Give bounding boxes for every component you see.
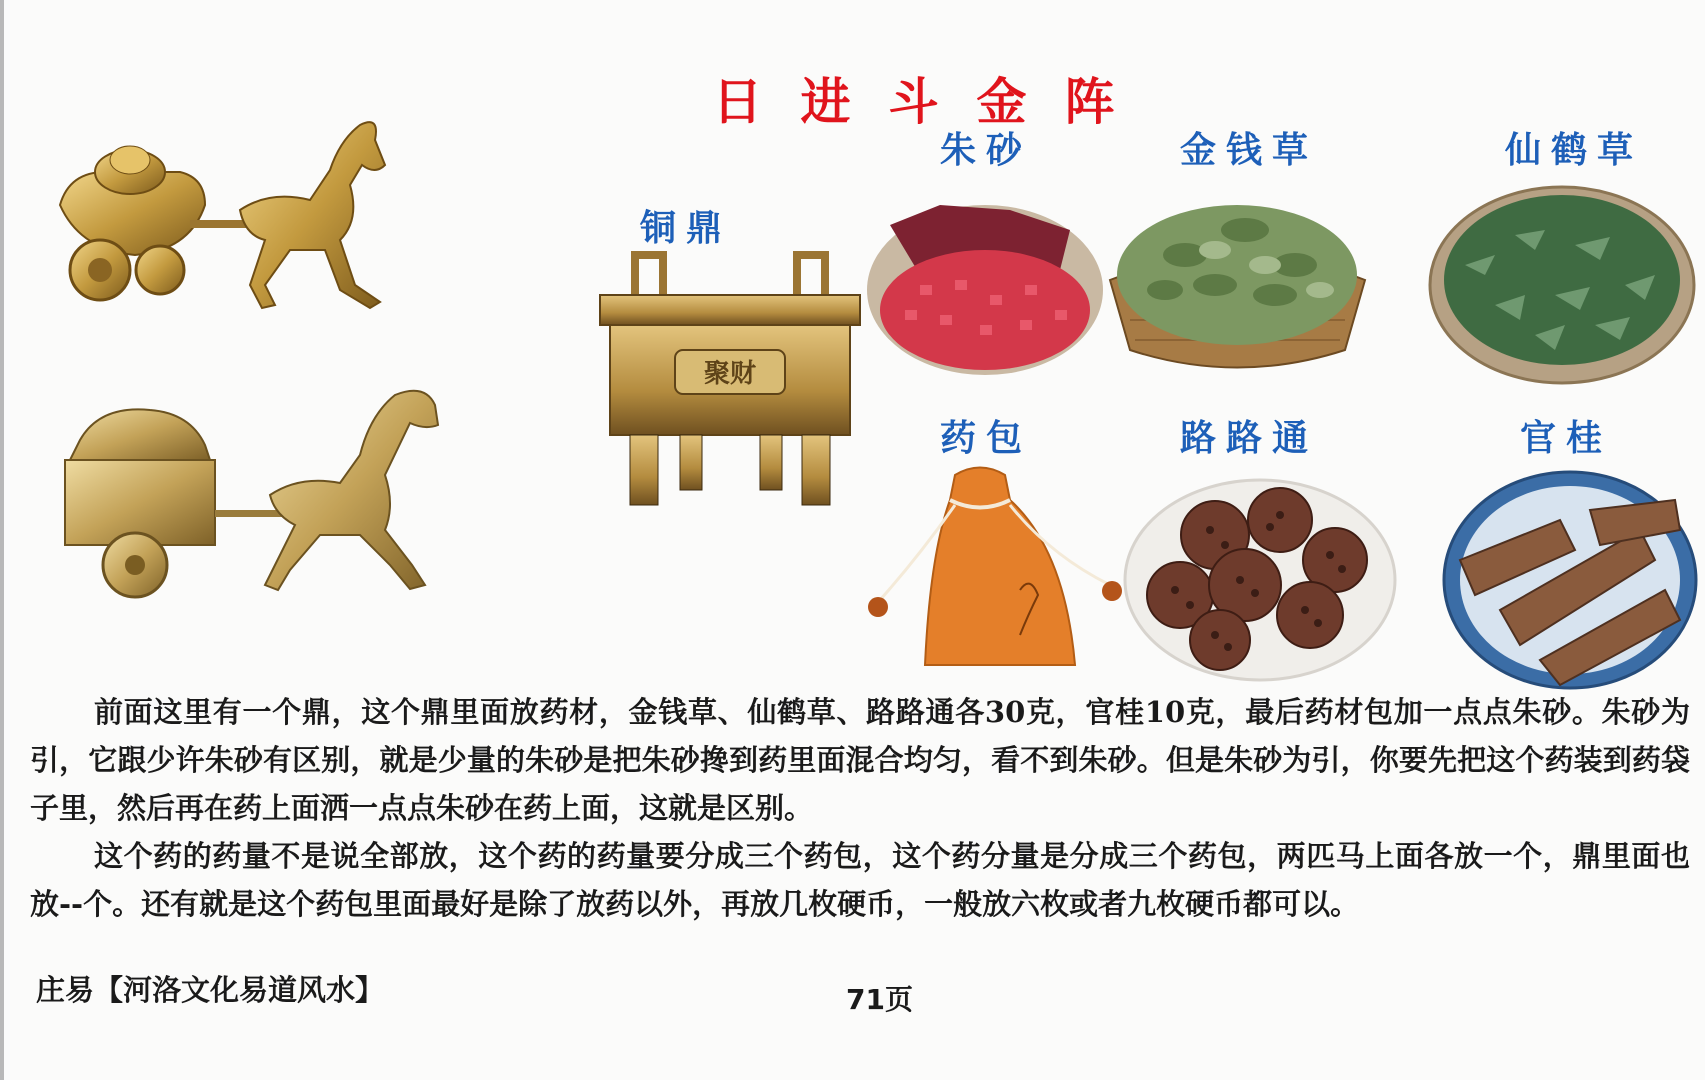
lulutong-image — [1120, 465, 1400, 685]
label-lulutong: 路路通 — [1180, 417, 1319, 459]
body-text — [30, 688, 1690, 928]
ding-seal: 聚财 — [703, 359, 757, 389]
paragraph: 这个药的药量不是说全部放，这个药的药量要分成三个药包，这个药分量是分成三个药包，两匹马上面各放一个，鼎里面也放--个。还有就是这个药包里面最好是除了放药以外，再放几枚硬币，一般放六枚或者九枚硬币都可以。 — [30, 839, 1690, 921]
horse-ingot-cart-image — [40, 110, 420, 320]
page-number: 71页 — [846, 983, 913, 1016]
medicine-bag-image — [860, 455, 1140, 675]
source-credit: 庄易【河洛文化易道风水】 — [36, 973, 385, 1007]
horse-treasure-cart-image — [40, 385, 450, 605]
label-jinqiancao: 金钱草 — [1180, 129, 1319, 171]
xianhecao-image — [1425, 175, 1700, 390]
label-tongding: 铜鼎 — [640, 207, 733, 249]
jinqiancao-image — [1105, 170, 1370, 380]
label-xianhecao: 仙鹤草 — [1505, 129, 1644, 171]
label-yaobao: 药包 — [940, 417, 1033, 459]
paragraph: 前面这里有一个鼎，这个鼎里面放药材，金钱草、仙鹤草、路路通各30克，官桂10克，最后药材包加一点点朱砂。朱砂为引，它跟少许朱砂有区别，就是少量的朱砂是把朱砂搀到药里面混合均匀，看不到朱砂。但是朱砂为引，你要先把这个药装到药袋子里，然后再在药上面洒一点点朱砂在药上面，这就是区别。 — [30, 695, 1690, 825]
page-edge — [0, 0, 4, 1080]
cinnabar-image — [860, 185, 1110, 380]
label-guangui: 官桂 — [1520, 417, 1613, 459]
guangui-image — [1440, 460, 1700, 695]
page-title: 日进斗金阵 — [712, 72, 1153, 131]
bronze-ding-image — [595, 250, 865, 510]
label-cinnabar: 朱砂 — [940, 129, 1033, 171]
